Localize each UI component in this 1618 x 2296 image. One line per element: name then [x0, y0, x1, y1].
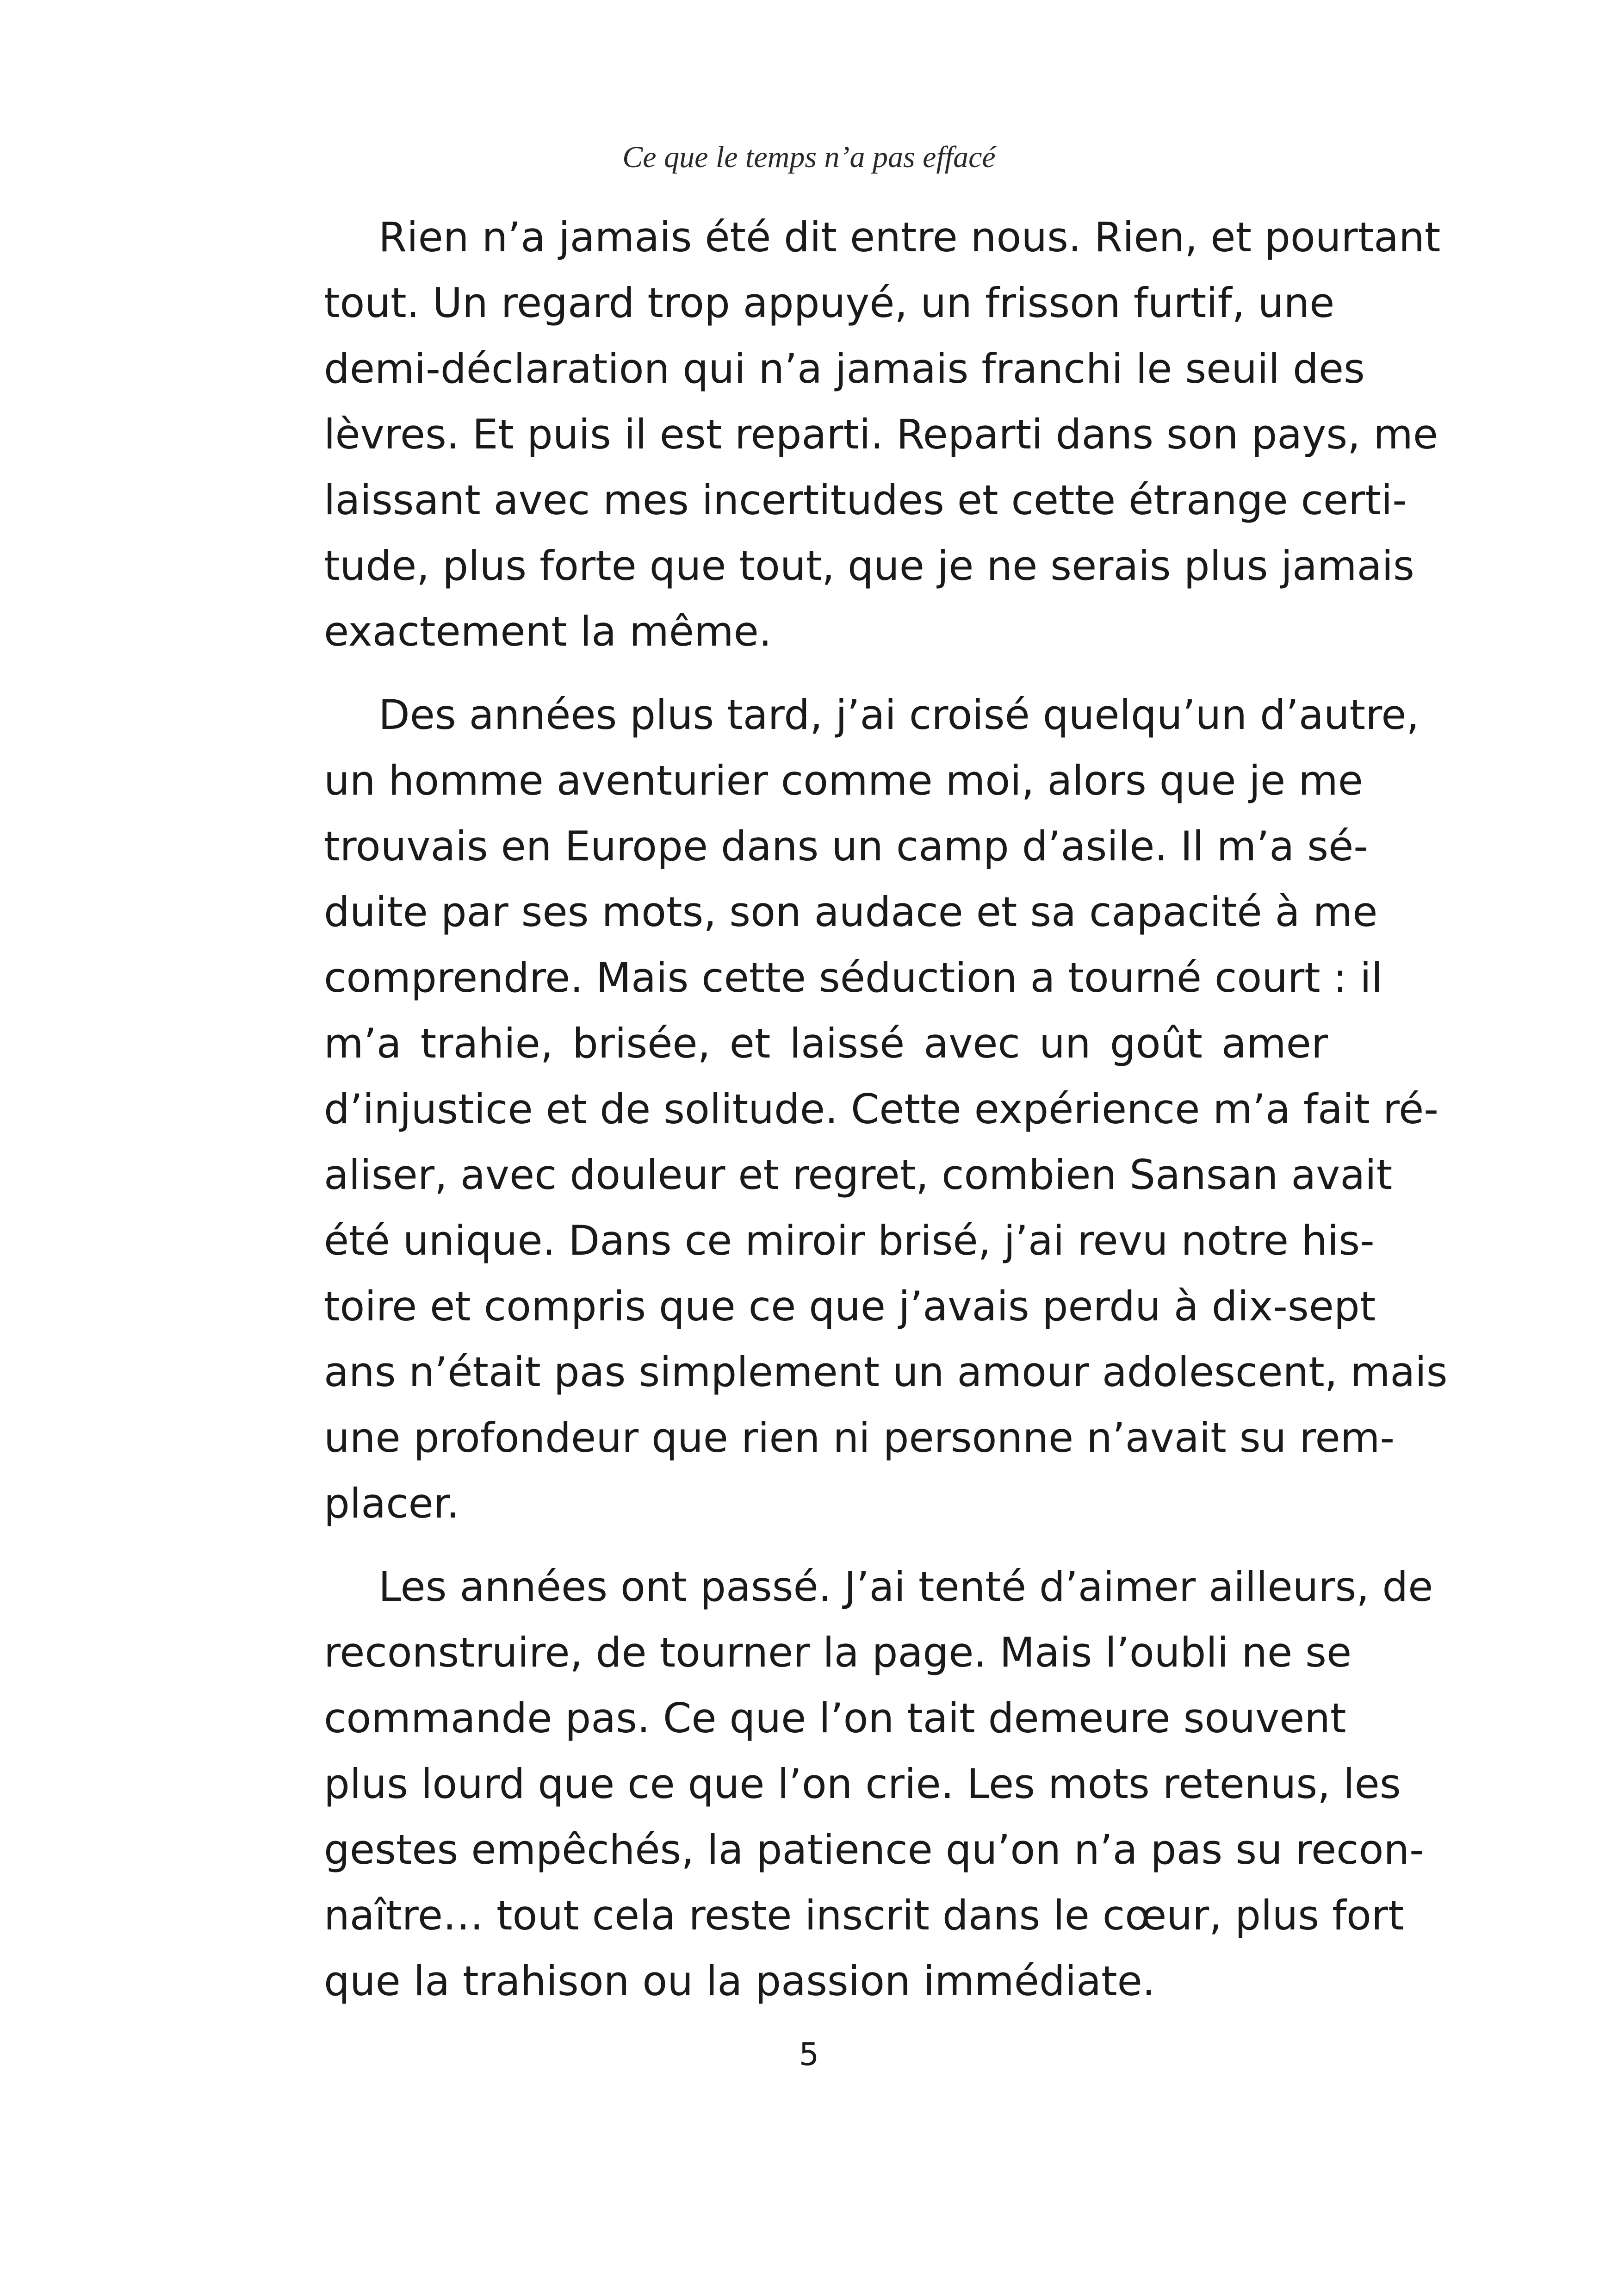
text-line: laissant avec mes incertitudes et cette étrange certi- — [324, 476, 1407, 524]
paragraph-spacing — [324, 665, 1328, 682]
paragraph-2 — [324, 682, 1448, 1537]
text-line: Des années plus tard, j’ai croisé quelqu’un d’autre, — [378, 691, 1420, 739]
body-text — [324, 205, 1448, 2014]
text-line: reconstruire, de tourner la page. Mais l’oubli ne se — [324, 1629, 1352, 1676]
text-line: gestes empêchés, la patience qu’on n’a pas su recon- — [324, 1826, 1424, 1873]
paragraph-3 — [324, 1554, 1433, 2014]
text-line: ans n’était pas simplement un amour adolescent, mais — [324, 1348, 1448, 1396]
text-line: plus lourd que ce que l’on crie. Les mots retenus, les — [324, 1760, 1401, 1808]
text-line: tout. Un regard trop appuyé, un frisson furtif, une — [324, 279, 1335, 327]
text-line: comprendre. Mais cette séduction a tourné court : il — [324, 954, 1383, 1002]
text-line: naître… tout cela reste inscrit dans le cœur, plus fort — [324, 1892, 1404, 1939]
text-line: demi-déclaration qui n’a jamais franchi le seuil des — [324, 345, 1365, 392]
text-line: d’injustice et de solitude. Cette expérience m’a fait ré- — [324, 1085, 1438, 1133]
text-line: m’a trahie, brisée, et laissé avec un goût amer — [324, 1020, 1328, 1067]
text-line: Les années ont passé. J’ai tenté d’aimer ailleurs, de — [378, 1563, 1433, 1611]
text-line: toire et compris que ce que j’avais perdu à dix-sept — [324, 1282, 1376, 1330]
paragraph-spacing — [324, 1537, 1328, 1554]
text-line: exactement la même. — [324, 608, 772, 655]
text-line: duite par ses mots, son audace et sa capacité à me — [324, 888, 1378, 936]
text-line: été unique. Dans ce miroir brisé, j’ai revu notre his- — [324, 1217, 1375, 1264]
text-line: un homme aventurier comme moi, alors que je me — [324, 757, 1363, 804]
running-header: Ce que le temps n’a pas effacé — [622, 140, 996, 174]
text-line: tude, plus forte que tout, que je ne serais plus jamais — [324, 542, 1414, 590]
text-line: lèvres. Et puis il est reparti. Reparti dans son pays, me — [324, 411, 1438, 458]
page-number: 5 — [799, 2036, 819, 2073]
paragraph-1 — [324, 205, 1441, 665]
text-line: trouvais en Europe dans un camp d’asile. Il m’a sé- — [324, 822, 1369, 870]
text-line: Rien n’a jamais été dit entre nous. Rien, et pourtant — [378, 213, 1441, 261]
text-line: aliser, avec douleur et regret, combien Sansan avait — [324, 1151, 1393, 1199]
text-line: placer. — [324, 1480, 459, 1527]
text-line: que la trahison ou la passion immédiate. — [324, 1957, 1155, 2005]
text-line: une profondeur que rien ni personne n’avait su rem- — [324, 1414, 1395, 1462]
text-line: commande pas. Ce que l’on tait demeure souvent — [324, 1694, 1346, 1742]
